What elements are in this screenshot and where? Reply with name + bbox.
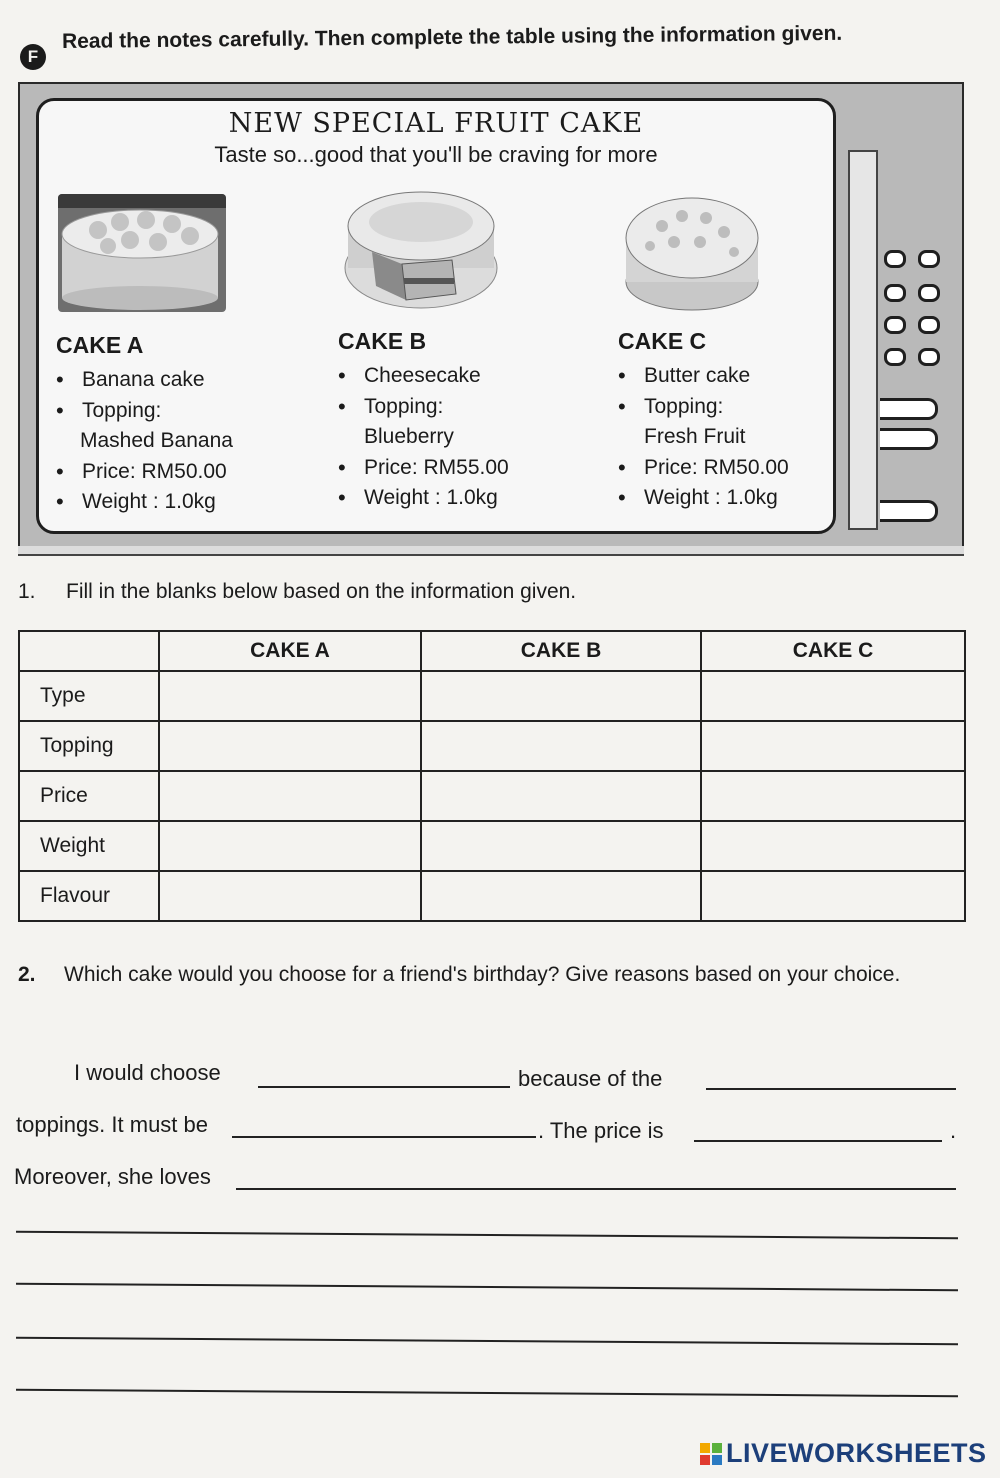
butter-cake-image bbox=[618, 186, 766, 314]
answer-cell[interactable] bbox=[701, 771, 965, 821]
question-2 bbox=[18, 960, 968, 989]
blank-price[interactable] bbox=[694, 1140, 942, 1142]
row-label-topping: Topping bbox=[19, 721, 159, 771]
cake-b-type: • Cheesecake bbox=[338, 361, 509, 392]
answer-cell[interactable] bbox=[421, 671, 701, 721]
cake-b-details bbox=[338, 361, 509, 514]
cake-c-topping-label: • Topping: bbox=[618, 392, 789, 423]
question-1 bbox=[18, 580, 576, 604]
knob-icon bbox=[918, 284, 940, 302]
answer-table bbox=[18, 630, 964, 922]
table-row bbox=[19, 871, 965, 921]
liveworksheets-logo bbox=[700, 1438, 987, 1469]
cake-c-details bbox=[618, 361, 789, 514]
column-header-cake-b: CAKE B bbox=[421, 631, 701, 671]
cake-b-info bbox=[338, 328, 509, 514]
promo-tagline: Taste so...good that you'll be craving for more bbox=[214, 142, 658, 167]
blank-answer-line[interactable] bbox=[16, 1231, 958, 1240]
cake-a-price: • Price: RM50.00 bbox=[56, 457, 233, 488]
instruction-text: Read the notes carefully. Then complete the table using the information given. bbox=[61, 21, 843, 53]
cheesecake-image bbox=[342, 182, 500, 312]
question-1-text: Fill in the blanks below based on the information given. bbox=[66, 580, 577, 603]
cake-b-heading: CAKE B bbox=[338, 328, 427, 354]
cake-b-topping-label: • Topping: bbox=[338, 392, 509, 423]
blank-cake-choice[interactable] bbox=[258, 1086, 510, 1088]
cake-c-topping: Fresh Fruit bbox=[644, 425, 746, 448]
sentence-because-of-the: because of the bbox=[518, 1066, 663, 1091]
answer-cell[interactable] bbox=[159, 721, 421, 771]
row-label-price: Price bbox=[19, 771, 159, 821]
answer-cell[interactable] bbox=[421, 871, 701, 921]
answer-cell[interactable] bbox=[159, 871, 421, 921]
column-header-cake-c: CAKE C bbox=[701, 631, 965, 671]
cake-a-info bbox=[56, 332, 233, 518]
sentence-i-would-choose: I would choose bbox=[74, 1060, 221, 1085]
cake-a-details bbox=[56, 365, 233, 518]
blank-must-be[interactable] bbox=[232, 1136, 536, 1138]
row-label-weight: Weight bbox=[19, 821, 159, 871]
knob-icon bbox=[918, 348, 940, 366]
speaker-slot bbox=[880, 428, 938, 450]
answer-cell[interactable] bbox=[159, 671, 421, 721]
cake-a-type: • Banana cake bbox=[56, 365, 233, 396]
cake-a-topping-label: • Topping: bbox=[56, 396, 233, 427]
sentence-toppings-must-be: toppings. It must be bbox=[16, 1112, 208, 1137]
section-badge: F bbox=[20, 44, 46, 70]
table-corner-cell bbox=[19, 631, 159, 671]
knob-icon bbox=[884, 284, 906, 302]
knob-icon bbox=[918, 316, 940, 334]
cake-c-weight: • Weight : 1.0kg bbox=[618, 483, 789, 514]
answer-cell[interactable] bbox=[421, 771, 701, 821]
promo-frame-stripe bbox=[18, 546, 964, 556]
knob-icon bbox=[884, 250, 906, 268]
table-row bbox=[19, 721, 965, 771]
speaker-slot bbox=[880, 500, 938, 522]
cake-c-price: • Price: RM50.00 bbox=[618, 453, 789, 484]
sentence-moreover-she-loves: Moreover, she loves bbox=[14, 1164, 211, 1189]
blank-answer-line[interactable] bbox=[16, 1283, 958, 1292]
question-2-text: Which cake would you choose for a friend's birthday? Give reasons based on your choice. bbox=[64, 963, 901, 986]
table-row bbox=[19, 671, 965, 721]
blank-she-loves[interactable] bbox=[236, 1188, 956, 1190]
cake-a-topping: Mashed Banana bbox=[80, 429, 233, 452]
cake-c-type: • Butter cake bbox=[618, 361, 789, 392]
sentence-price-is: . The price is bbox=[538, 1118, 664, 1143]
blank-answer-line[interactable] bbox=[16, 1337, 958, 1346]
cake-c-info bbox=[618, 328, 789, 514]
answer-cell[interactable] bbox=[421, 721, 701, 771]
cake-b-topping: Blueberry bbox=[364, 425, 454, 448]
question-2-number: 2. bbox=[18, 963, 36, 986]
answer-cell[interactable] bbox=[159, 771, 421, 821]
banana-cake-image bbox=[58, 194, 226, 312]
answer-cell[interactable] bbox=[701, 671, 965, 721]
cake-b-price: • Price: RM55.00 bbox=[338, 453, 509, 484]
promo-side-panel bbox=[848, 150, 878, 530]
answer-cell[interactable] bbox=[701, 871, 965, 921]
liveworksheets-logo-text: LIVEWORKSHEETS bbox=[726, 1438, 987, 1468]
cake-a-heading: CAKE A bbox=[56, 332, 144, 358]
answer-cell[interactable] bbox=[701, 821, 965, 871]
column-header-cake-a: CAKE A bbox=[159, 631, 421, 671]
knob-icon bbox=[884, 348, 906, 366]
liveworksheets-logo-icon bbox=[700, 1443, 722, 1465]
blank-answer-line[interactable] bbox=[16, 1389, 958, 1398]
row-label-flavour: Flavour bbox=[19, 871, 159, 921]
speaker-slot bbox=[880, 398, 938, 420]
answer-cell[interactable] bbox=[421, 821, 701, 871]
question-1-number: 1. bbox=[18, 580, 36, 603]
answer-cell[interactable] bbox=[701, 721, 965, 771]
answer-cell[interactable] bbox=[159, 821, 421, 871]
sentence-period: . bbox=[950, 1118, 957, 1143]
promo-title: NEW SPECIAL FRUIT CAKE bbox=[228, 108, 644, 139]
cake-a-weight: • Weight : 1.0kg bbox=[56, 487, 233, 518]
table-row bbox=[19, 771, 965, 821]
cake-c-heading: CAKE C bbox=[618, 328, 707, 354]
table-row bbox=[19, 821, 965, 871]
row-label-type: Type bbox=[19, 671, 159, 721]
blank-topping[interactable] bbox=[706, 1088, 956, 1090]
knob-icon bbox=[884, 316, 906, 334]
cake-b-weight: • Weight : 1.0kg bbox=[338, 483, 509, 514]
knob-icon bbox=[918, 250, 940, 268]
